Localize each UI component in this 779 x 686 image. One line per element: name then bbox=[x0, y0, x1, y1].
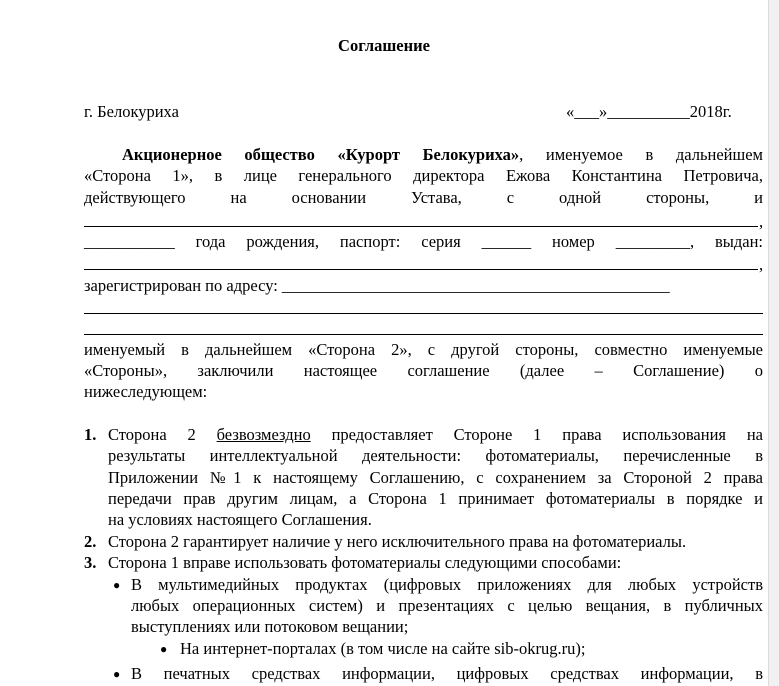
intro-line: «Сторона 1», в лице генерального директора Ежова Константина Петровича, bbox=[84, 166, 763, 185]
intro-line: нижеследующем: bbox=[84, 382, 208, 401]
item-3-text: Сторона 1 вправе использовать фотоматериалы следующими способами: bbox=[108, 553, 622, 572]
item-number: 1. bbox=[84, 425, 97, 444]
vertical-scrollbar[interactable] bbox=[768, 0, 779, 686]
intro-line: именуемый в дальнейшем «Сторона 2», с другой стороны, совместно именуемые bbox=[84, 340, 763, 359]
agreement-date: «___»__________2018г. bbox=[566, 102, 732, 121]
blank-line bbox=[84, 313, 763, 314]
bullet-line: В печатных средствах информации, цифровых средствах информации, в bbox=[131, 664, 763, 683]
document-title: Соглашение bbox=[338, 36, 430, 55]
item-1-line: результаты интеллектуальной деятельности: фотоматериалы, перечисленные в bbox=[108, 446, 763, 465]
sub-bullet-line: На интернет-порталах (в том числе на сайте sib-okrug.ru); bbox=[180, 639, 586, 658]
intro-line: «Стороны», заключили настоящее соглашение (далее – Соглашение) о bbox=[84, 361, 763, 380]
intro-line: Акционерное общество «Курорт Белокуриха», именуемое в дальнейшем bbox=[122, 145, 763, 164]
item-1-line: Приложении №1 к настоящему Соглашению, с сохранением за Стороной 2 права bbox=[108, 468, 763, 487]
bullet-line: В мультимедийных продуктах (цифровых приложениях для любых устройств bbox=[131, 575, 763, 594]
bullet-icon: ● bbox=[113, 578, 121, 592]
intro-line: действующего на основании Устава, с одной стороны, и bbox=[84, 188, 763, 207]
item-2-text: Сторона 2 гарантирует наличие у него исключительного права на фотоматериалы. bbox=[108, 532, 687, 551]
intro-line: ___________ года рождения, паспорт: серия ______ номер _________, выдан: bbox=[84, 232, 763, 251]
item-number: 3. bbox=[84, 553, 97, 572]
item-1-line: на условиях настоящего Соглашения. bbox=[108, 510, 372, 529]
bullet-icon: ● bbox=[113, 667, 121, 681]
item-1-line: Сторона 2 безвозмездно предоставляет Стороне 1 права использования на bbox=[108, 425, 763, 444]
blank-line bbox=[84, 226, 758, 227]
bullet-line: выступлениях или потоковом вещании; bbox=[131, 617, 409, 636]
blank-line bbox=[84, 269, 758, 270]
comma: , bbox=[759, 255, 764, 274]
item-1-line: передачи прав другим лицам, а Сторона 1 принимает фотоматериалы в порядке и bbox=[108, 489, 763, 508]
address-line: зарегистрирован по адресу: _______________________________________________ bbox=[84, 276, 670, 295]
item-number: 2. bbox=[84, 532, 97, 551]
bullet-icon: ● bbox=[160, 642, 168, 656]
comma: , bbox=[759, 212, 764, 231]
city: г. Белокуриха bbox=[84, 102, 179, 121]
blank-line bbox=[84, 334, 763, 335]
bullet-line: любых операционных систем) и презентациях с целью вещания, в публичных bbox=[131, 596, 763, 615]
